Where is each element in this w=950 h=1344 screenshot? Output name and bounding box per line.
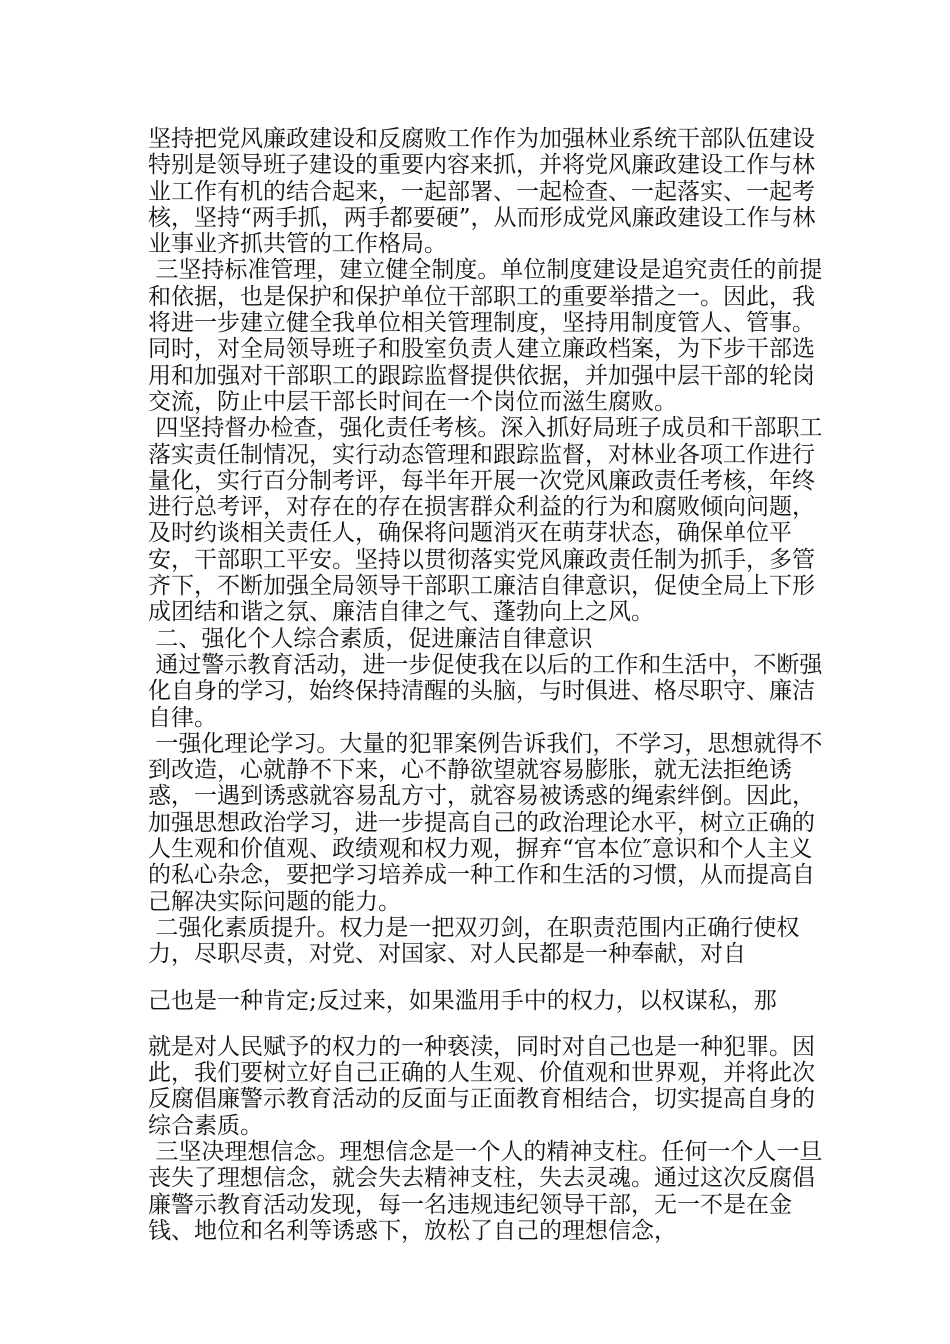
document-body [148, 126, 828, 1244]
paragraph-6: 二强化素质提升。权力是一把双刃剑，在职责范围内正确行使权力，尽职尽责，对党、对国家、对人民都是一种奉献，对自 [148, 914, 800, 968]
paragraph-5: 一强化理论学习。大量的犯罪案例告诉我们，不学习，思想就得不到改造，心就静不下来，心不静欲望就容易膨胀，就无法拒绝诱惑，一遇到诱惑就容易乱方寸，就容易被诱惑的绳索绊倒。因此，加强思想政治学习，进一步提高自己的政治理论水平，树立正确的人生观和价值观、政绩观和权力观，摒弃“官本位″意识和个人主义的私心杂念，要把学习培养成一种工作和生活的习惯，从而提高自己解决实际问题的能力。 [148, 730, 823, 915]
paragraph-3: 四坚持督办检查，强化责任考核。深入抓好局班子成员和干部职工落实责任制情况，实行动态管理和跟踪监督，对林业各项工作进行量化，实行百分制考评，每半年开展一次党风廉政责任考核，年终进行总考评，对存在的存在损害群众利益的行为和腐败倾向问题，及时约谈相关责任人，确保将问题消灭在萌芽状态，确保单位平安，干部职工平安。坚持以贯彻落实党风廉政责任制为抓手，多管齐下，不断加强全局领导干部职工廉洁自律意识，促使全局上下形成团结和谐之氛、廉洁自律之气、蓬勃向上之风。 [148, 415, 823, 626]
paragraph-4: 通过警示教育活动，进一步促使我在以后的工作和生活中，不断强化自身的学习，始终保持清醒的头脑，与时俱进、格尽职守、廉洁自律。 [148, 651, 823, 731]
line-gap [148, 968, 828, 988]
line-gap [148, 1014, 828, 1034]
paragraph-1: 坚持把党风廉政建设和反腐败工作作为加强林业系统干部队伍建设特别是领导班子建设的重要内容来抓，并将党风廉政建设工作与林业工作有机的结合起来，一起部署、一起检查、一起落实、一起考核，坚持“两手抓，两手都要硬”，从而形成党风廉政建设工作与林业事业齐抓共管的工作格局。 [148, 126, 816, 258]
paragraph-6-cont: 己也是一种肯定;反过来，如果滥用手中的权力，以权谋私，那 [148, 987, 777, 1014]
section-heading: 二、强化个人综合素质，促进廉洁自律意识 [148, 625, 593, 652]
paragraph-2: 三坚持标准管理，建立健全制度。单位制度建设是追究责任的前提和依据，也是保护和保护单位干部职工的重要举措之一。因此，我将进一步建立健全我单位相关管理制度，坚持用制度管人、管事。同时，对全局领导班子和股室负责人建立廉政档案，为下步干部选用和加强对干部职工的跟踪监督提供依据，并加强中层干部的轮岗交流，防止中层干部长时间在一个岗位而滋生腐败。 [148, 257, 823, 415]
paragraph-7: 就是对人民赋予的权力的一种亵渎，同时对自己也是一种犯罪。因此，我们要树立好自己正确的人生观、价值观和世界观，并将此次反腐倡廉警示教育活动的反面与正面教育相结合，切实提高自身的综合素质。 [148, 1033, 815, 1139]
paragraph-8: 三坚决理想信念。理想信念是一个人的精神支柱。任何一个人一旦丧失了理想信念，就会失去精神支柱，失去灵魂。通过这次反腐倡廉警示教育活动发现，每一名违规违纪领导干部，无一不是在金钱、地位和名利等诱惑下，放松了自己的理想信念， [148, 1138, 823, 1244]
